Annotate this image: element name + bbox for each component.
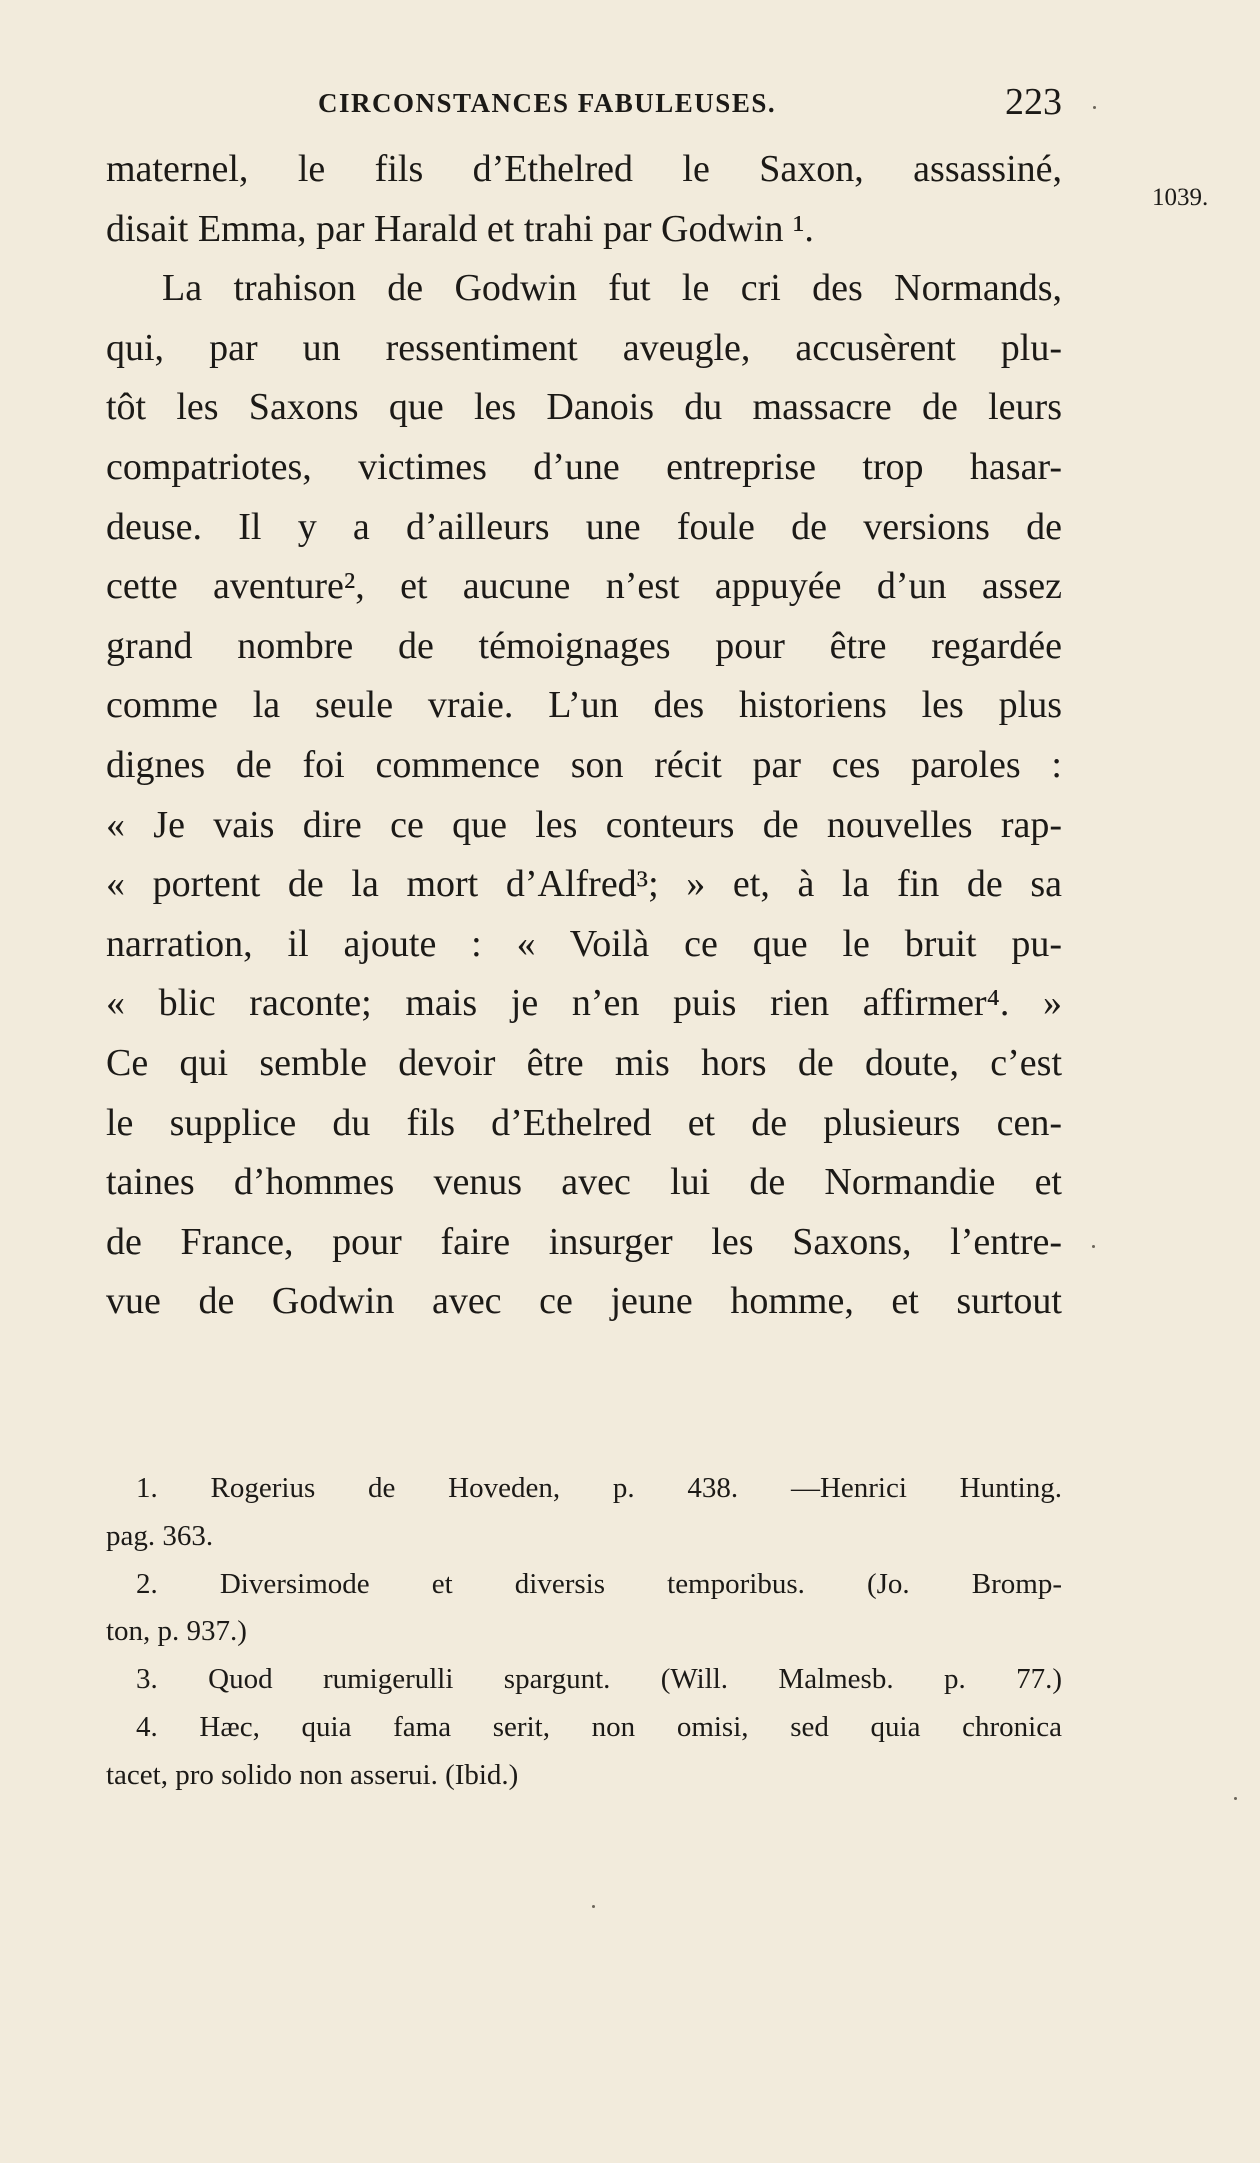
footnote-line: ton, p. 937.) xyxy=(106,1615,247,1648)
text-line: compatriotes, victimes d’une entreprise trop hasar- xyxy=(106,445,1062,488)
text-line: de France, pour faire insurger les Saxons, l’entre- xyxy=(106,1220,1062,1263)
text-line: dignes de foi commence son récit par ces paroles : xyxy=(106,743,1062,786)
margin-year-note: 1039. xyxy=(1152,184,1209,211)
text-line: « portent de la mort d’Alfred³; » et, à la fin de sa xyxy=(106,863,1062,906)
text-line: « Je vais dire ce que les conteurs de nouvelles rap- xyxy=(106,803,1062,846)
paper-speck xyxy=(1092,1245,1095,1248)
running-title: CIRCONSTANCES FABULEUSES. xyxy=(318,88,777,118)
paper-speck xyxy=(1234,1797,1237,1800)
text-line: vue de Godwin avec ce jeune homme, et surtout xyxy=(106,1280,1062,1323)
text-line: Ce qui semble devoir être mis hors de doute, c’est xyxy=(106,1041,1062,1084)
text-line: le supplice du fils d’Ethelred et de plusieurs cen- xyxy=(106,1101,1062,1144)
text-line: « blic raconte; mais je n’en puis rien affirmer⁴. » xyxy=(106,982,1062,1025)
text-line: narration, il ajoute : « Voilà ce que le bruit pu- xyxy=(106,922,1062,965)
paper-speck xyxy=(1093,106,1096,109)
text-line: comme la seule vraie. L’un des historiens les plus xyxy=(106,684,1062,727)
text-line: maternel, le fils d’Ethelred le Saxon, assassiné, xyxy=(106,148,1062,190)
text-line: disait Emma, par Harald et trahi par Godwin ¹. xyxy=(106,207,814,250)
footnotes xyxy=(106,1465,1062,1800)
footnote-line: 4. Hæc, quia fama serit, non omisi, sed quia chronica xyxy=(136,1710,1062,1743)
text-line: qui, par un ressentiment aveugle, accusèrent plu- xyxy=(106,326,1062,369)
footnote-line: 1. Rogerius de Hoveden, p. 438. —Henrici Hunting. xyxy=(136,1472,1062,1504)
text-line: grand nombre de témoignages pour être regardée xyxy=(106,624,1062,667)
footnote-line: 2. Diversimode et diversis temporibus. (Jo. Bromp- xyxy=(136,1567,1062,1600)
text-line: deuse. Il y a d’ailleurs une foule de versions de xyxy=(106,505,1062,548)
main-text xyxy=(106,140,1062,1332)
text-line: taines d’hommes venus avec lui de Normandie et xyxy=(106,1161,1062,1204)
footnote-line: 3. Quod rumigerulli spargunt. (Will. Malmesb. p. 77.) xyxy=(136,1663,1062,1696)
text-line: tôt les Saxons que les Danois du massacre de leurs xyxy=(106,386,1062,429)
text-line: La trahison de Godwin fut le cri des Normands, xyxy=(162,267,1062,310)
footnote-line: pag. 363. xyxy=(106,1519,214,1552)
page-number: 223 xyxy=(1005,81,1062,123)
paper-speck xyxy=(592,1905,595,1908)
text-line: cette aventure², et aucune n’est appuyée d’un assez xyxy=(106,565,1062,608)
footnote-line: tacet, pro solido non asserui. (Ibid.) xyxy=(106,1758,519,1791)
